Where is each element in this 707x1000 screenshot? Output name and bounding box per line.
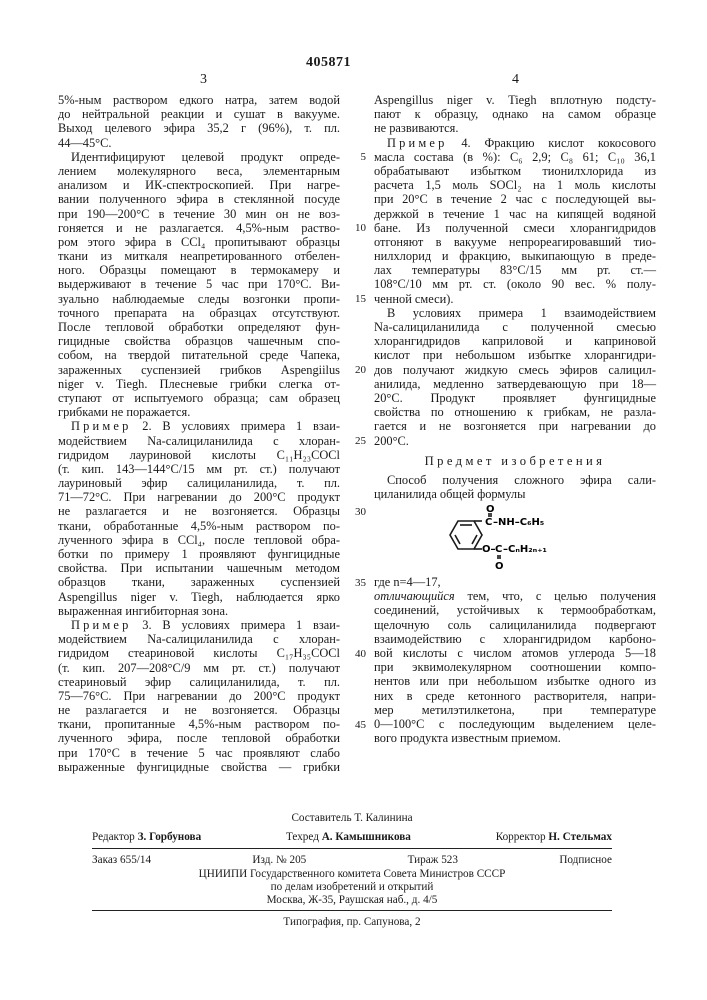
line-text: выраженные фунгицидные свойства — грибки (58, 760, 340, 774)
line-text: Выход целевого эфира 35,2 г (96%), т. пл. (58, 121, 340, 135)
line-text: После тепловой обработки определяют фун- (58, 320, 340, 334)
line-text: гидридом стеариновой кислоты C₁₇H₃₅COCl (58, 646, 340, 660)
line-text: точного препарата на образцах отсутствуют. (58, 306, 340, 320)
line-number: 15 (348, 292, 366, 306)
line-text: Aspengillus niger v. Tiegh, наблюдается ярко (58, 590, 340, 604)
line-text: ткани из миткаля неапретированного отбелен- (58, 249, 340, 263)
line-text: нилхлорид и фракцию, выкипающую в преде- (374, 249, 656, 263)
text-line (374, 377, 656, 391)
line-text: не разлагается и не возгоняется. Образцы (58, 504, 340, 518)
line-text: при 190—200°C в течение 30 мин он не воз- (58, 207, 340, 221)
line-text: Na-салициланилида с полученной смесью (374, 320, 656, 334)
line-text: 75—76°C. При нагревании до 200°C продукт (58, 689, 340, 703)
line-text: вой кислоты с числом атомов углерода 5—18 (374, 646, 656, 660)
line-text: ботки по примеру 1 проявляют фунгицидные (58, 547, 340, 561)
line-text: взаимодействию с хлорангидридом карбоно- (374, 632, 656, 646)
line-text: не развиваются. (374, 121, 458, 135)
line-text: ткани, пропитанные 4,5%-ным раствором по- (58, 717, 340, 731)
text-line (374, 589, 656, 603)
line-number: 30 (348, 505, 366, 519)
text-line (374, 703, 656, 717)
text-line (374, 731, 656, 745)
text-line (58, 746, 340, 760)
line-text: грибками не поражается. (58, 405, 190, 419)
text-line (58, 519, 340, 533)
line-text: свойства. При испытании чашечным методом (58, 561, 340, 575)
order: Заказ 655/14 (92, 853, 151, 867)
line-text: гицидные свойства образцов чашечным спо- (58, 334, 340, 348)
editor-name: З. Горбунова (138, 831, 202, 843)
line-text: образцов ткани, зараженных суспензией (58, 575, 340, 589)
edition: Изд. № 205 (252, 853, 306, 867)
line-text: гидридом лауриновой кислоты C₁₁H₂₃COCl (58, 448, 340, 462)
editor (92, 830, 201, 844)
line-text: ного. Образцы помещают в термокамеру и (58, 263, 340, 277)
text-line (58, 618, 340, 632)
text-line (58, 547, 340, 561)
text-line (58, 391, 340, 405)
text-line (58, 632, 340, 646)
divider (92, 848, 612, 849)
editor-label: Редактор (92, 831, 135, 843)
line-text: хлорангидридов каприловой и каприновой (374, 334, 656, 348)
text-line (374, 348, 656, 362)
claims-intro (374, 473, 656, 501)
text-line (374, 473, 656, 487)
text-line (58, 448, 340, 462)
text-line (374, 660, 656, 674)
line-text: где n=4—17, (374, 575, 441, 589)
line-text: мер метилэтилкетона, при температуре (374, 703, 656, 717)
text-line (374, 689, 656, 703)
formula-amide: –NH–C₆H₅ (493, 517, 544, 528)
staff-row (92, 830, 612, 844)
text-line (374, 221, 656, 235)
text-line (374, 434, 656, 448)
line-text: 2. В условиях примера 1 взаи- (132, 419, 340, 433)
text-line (374, 249, 656, 263)
text-line (58, 221, 340, 235)
text-line (374, 235, 656, 249)
corrector-label: Корректор (496, 831, 546, 843)
line-text: Идентифицируют целевой продукт опреде- (71, 150, 340, 164)
line-number: 20 (348, 363, 366, 377)
line-text: Aspengillus niger v. Tiegh вплотную подсту- (374, 93, 656, 107)
line-text: 4. Фракцию кислот кокосового (448, 136, 656, 150)
text-line (374, 419, 656, 433)
line-text: niger v. Tiegh. Плесневые грибки слегка от- (58, 377, 340, 391)
text-line (58, 363, 340, 377)
text-line (58, 717, 340, 731)
page-number-left: 3 (200, 72, 207, 88)
claims-heading: Предмет изобретения (374, 454, 656, 469)
text-line (58, 235, 340, 249)
text-line (374, 93, 656, 107)
line-text: них в среде кетонного растворителя, напри- (374, 689, 656, 703)
page-number-right: 4 (512, 72, 519, 88)
patent-number: 405871 (306, 55, 351, 71)
formula-o-link: O– (482, 544, 496, 555)
text-line (58, 462, 340, 476)
text-line (58, 150, 340, 164)
divider (92, 910, 612, 911)
text-line (374, 334, 656, 348)
text-line (374, 646, 656, 660)
text-line (58, 249, 340, 263)
line-text: ткани, обработанные 4,5%-ным раствором по- (58, 519, 340, 533)
formula-o-bottom: O (495, 561, 504, 571)
techred-label: Техред (286, 831, 319, 843)
line-text: нентов или при небольшом избытке одного из (374, 674, 656, 688)
text-line (58, 164, 340, 178)
text-line (58, 277, 340, 291)
text-line (58, 348, 340, 362)
line-text: зараженных суспензией грибков Aspengiilus (58, 363, 340, 377)
line-text: вании полученного эфира в стеклянной посуде (58, 192, 340, 206)
claims-where (374, 575, 656, 589)
line-text: до нейтральной реакции и сушат в вакууме. (58, 107, 340, 121)
text-line (58, 178, 340, 192)
line-number: 10 (348, 221, 366, 235)
text-line (58, 561, 340, 575)
example-label: Пример (387, 136, 448, 150)
line-number: 25 (348, 434, 366, 448)
text-line (58, 590, 340, 604)
text-line (374, 487, 656, 501)
line-text: 0—100°C с последующим выделением целе- (374, 717, 656, 731)
line-text: гается и не возгоняется при нагревании до (374, 419, 656, 433)
text-line (374, 306, 656, 320)
line-text: расчета 1,5 моль SOCl₂ на 1 моль кислоты (374, 178, 656, 192)
printer: Типография, пр. Сапунова, 2 (92, 916, 612, 929)
text-line (58, 504, 340, 518)
line-text: гоняется и не разлагается. 4,5%-ным раство- (58, 221, 340, 235)
text-line (58, 533, 340, 547)
line-text: модействием Na-салициланилида с хлоран- (58, 434, 340, 448)
line-text: бане. Из полученной смеси хлорангидридов (374, 221, 656, 235)
line-text: 3. В условиях примера 1 взаи- (132, 618, 340, 632)
text-line (374, 277, 656, 291)
formula-o-top: O (486, 505, 495, 515)
line-text: лученного эфира в CCl₄, после тепловой обра- (58, 533, 340, 547)
text-line (374, 632, 656, 646)
text-line (374, 164, 656, 178)
print-info-row (92, 853, 612, 867)
org-line: ЦНИИПИ Государственного комитета Совета Министров СССР (92, 868, 612, 881)
right-column-flow (374, 93, 656, 745)
text-line (58, 575, 340, 589)
text-line (58, 320, 340, 334)
line-text: 200°C. (374, 434, 409, 448)
claims-body (374, 589, 656, 745)
text-line (374, 150, 656, 164)
text-line (374, 192, 656, 206)
line-text: кислот при небольшом избытке хлорангидри- (374, 348, 656, 362)
text-line (58, 689, 340, 703)
org-line: по делам изобретений и открытий (92, 881, 612, 894)
line-number: 45 (348, 718, 366, 732)
text-line (374, 136, 656, 150)
right-column (374, 93, 656, 448)
line-text: при 20°C в течение 2 час с последующей вы- (374, 192, 656, 206)
text-line (58, 731, 340, 745)
example-label: Пример (71, 618, 132, 632)
text-line (58, 263, 340, 277)
line-text: держкой в течение 1 час на кипящей водяной (374, 207, 656, 221)
text-line (374, 178, 656, 192)
line-text: вого продукта известным приемом. (374, 731, 561, 745)
text-line (58, 604, 340, 618)
line-number: 5 (348, 150, 366, 164)
line-text: не разлагается и не возгоняется. Образцы (58, 703, 340, 717)
subscription: Подписное (559, 853, 612, 867)
formula-c-bottom: C (495, 544, 502, 555)
line-text: масла состава (в %): C₆ 2,9; C₈ 61; C₁₀ 36,1 (374, 150, 656, 164)
line-text: 108°C/10 мм рт. ст. (около 90 вес. % полу- (374, 277, 656, 291)
line-text: лением молекулярного веса, элементарным (58, 164, 340, 178)
line-text: ступают от испытуемого образца; сам образец (58, 391, 340, 405)
text-line (58, 675, 340, 689)
text-line (58, 703, 340, 717)
line-text: зуально наблюдаемые следы возгонки пропи- (58, 292, 340, 306)
line-text: 44—45°C. (58, 136, 112, 150)
line-text: тем, что, с целью получения (455, 589, 656, 603)
line-text: анализом и ИК-спектроскопией. При нагре- (58, 178, 340, 192)
text-line (374, 603, 656, 617)
text-line (58, 646, 340, 660)
techred-name: А. Камышникова (322, 831, 411, 843)
line-text: соединений, устойчивых к термообработкам, (374, 603, 656, 617)
line-number: 40 (348, 647, 366, 661)
text-line (58, 334, 340, 348)
line-text: при эквимолекулярном соотношении компо- (374, 660, 656, 674)
line-text: Способ получения сложного эфира сали- (387, 473, 656, 487)
formula-c-top: C (485, 517, 492, 528)
line-text: лах температуры 83°C/15 мм рт. ст.— (374, 263, 656, 277)
text-line (374, 107, 656, 121)
line-text: лауриновый эфир салициланилида, т. пл. (58, 476, 340, 490)
formula-alkyl: –CₙH₂ₙ₊₁ (503, 544, 547, 555)
text-line (374, 363, 656, 377)
text-line (58, 292, 340, 306)
text-line (58, 121, 340, 135)
text-line (58, 93, 340, 107)
line-text: дов получают жидкую смесь эфиров салицил- (374, 363, 656, 377)
text-line (374, 405, 656, 419)
text-line (58, 192, 340, 206)
text-line (58, 419, 340, 433)
text-line (374, 575, 656, 589)
left-column (58, 93, 340, 774)
line-text: анилида, медленно затвердевающую при 18— (374, 377, 656, 391)
line-text: при 170°C в течение 5 час проявляют слабо (58, 746, 340, 760)
line-text: лученного эфира, после тепловой обработки (58, 731, 340, 745)
line-text: циланилида общей формулы (374, 487, 525, 501)
chemical-formula (438, 505, 618, 571)
line-text: 20°C. Продукт проявляет фунгицидные (374, 391, 656, 405)
line-text: ченной смеси). (374, 292, 453, 306)
line-text: выдерживают в течение 5 час при 170°C. Ви- (58, 277, 340, 291)
line-text: пают к образцу, однако на самом образце (374, 107, 656, 121)
techred (286, 830, 411, 844)
compiler: Составитель Т. Калинина (92, 812, 612, 825)
example-label: Пример (71, 419, 132, 433)
line-text: 5%-ным раствором едкого натра, затем водой (58, 93, 340, 107)
line-text: В условиях примера 1 взаимодействием (387, 306, 656, 320)
line-text: щелочную соль салициланилида подвергают (374, 618, 656, 632)
line-text: выраженная ингибиторная зона. (58, 604, 228, 618)
text-line (58, 136, 340, 150)
text-line (58, 377, 340, 391)
text-line (58, 760, 340, 774)
text-line (58, 434, 340, 448)
italic-term: отличающийся (374, 589, 455, 603)
line-text: обрабатывают избытком тионилхлорида из (374, 164, 656, 178)
text-line (58, 306, 340, 320)
text-line (374, 320, 656, 334)
corrector-name: Н. Стельмах (548, 831, 612, 843)
text-line (374, 391, 656, 405)
line-text: модействием Na-салициланилида с хлоран- (58, 632, 340, 646)
line-text: стеариновый эфир салициланилида, т. пл. (58, 675, 340, 689)
line-number: 35 (348, 576, 366, 590)
text-line (58, 490, 340, 504)
line-text: (т. кип. 143—144°C/15 мм рт. ст.) получают (58, 462, 340, 476)
text-line (58, 661, 340, 675)
text-line (58, 405, 340, 419)
text-line (58, 207, 340, 221)
line-text: собом, на твердой питательной среде Чапека, (58, 348, 340, 362)
text-line (374, 121, 656, 135)
org-line: Москва, Ж-35, Раушская наб., д. 4/5 (92, 894, 612, 907)
text-line (374, 292, 656, 306)
text-line (374, 618, 656, 632)
circulation: Тираж 523 (408, 853, 458, 867)
line-text: свойства по отношению к грибкам, не разла- (374, 405, 656, 419)
text-line (374, 674, 656, 688)
line-text: (т. кип. 207—208°C/9 мм рт. ст.) получают (58, 661, 340, 675)
text-line (58, 107, 340, 121)
text-line (374, 207, 656, 221)
line-text: ром этого эфира в CCl₄ пропитывают образцы (58, 235, 340, 249)
text-line (374, 263, 656, 277)
text-line (374, 717, 656, 731)
line-text: отгоняют в вакууме непрореагировавший тио- (374, 235, 656, 249)
corrector (496, 830, 612, 844)
line-text: 71—72°C. При нагревании до 200°C продукт (58, 490, 340, 504)
text-line (58, 476, 340, 490)
